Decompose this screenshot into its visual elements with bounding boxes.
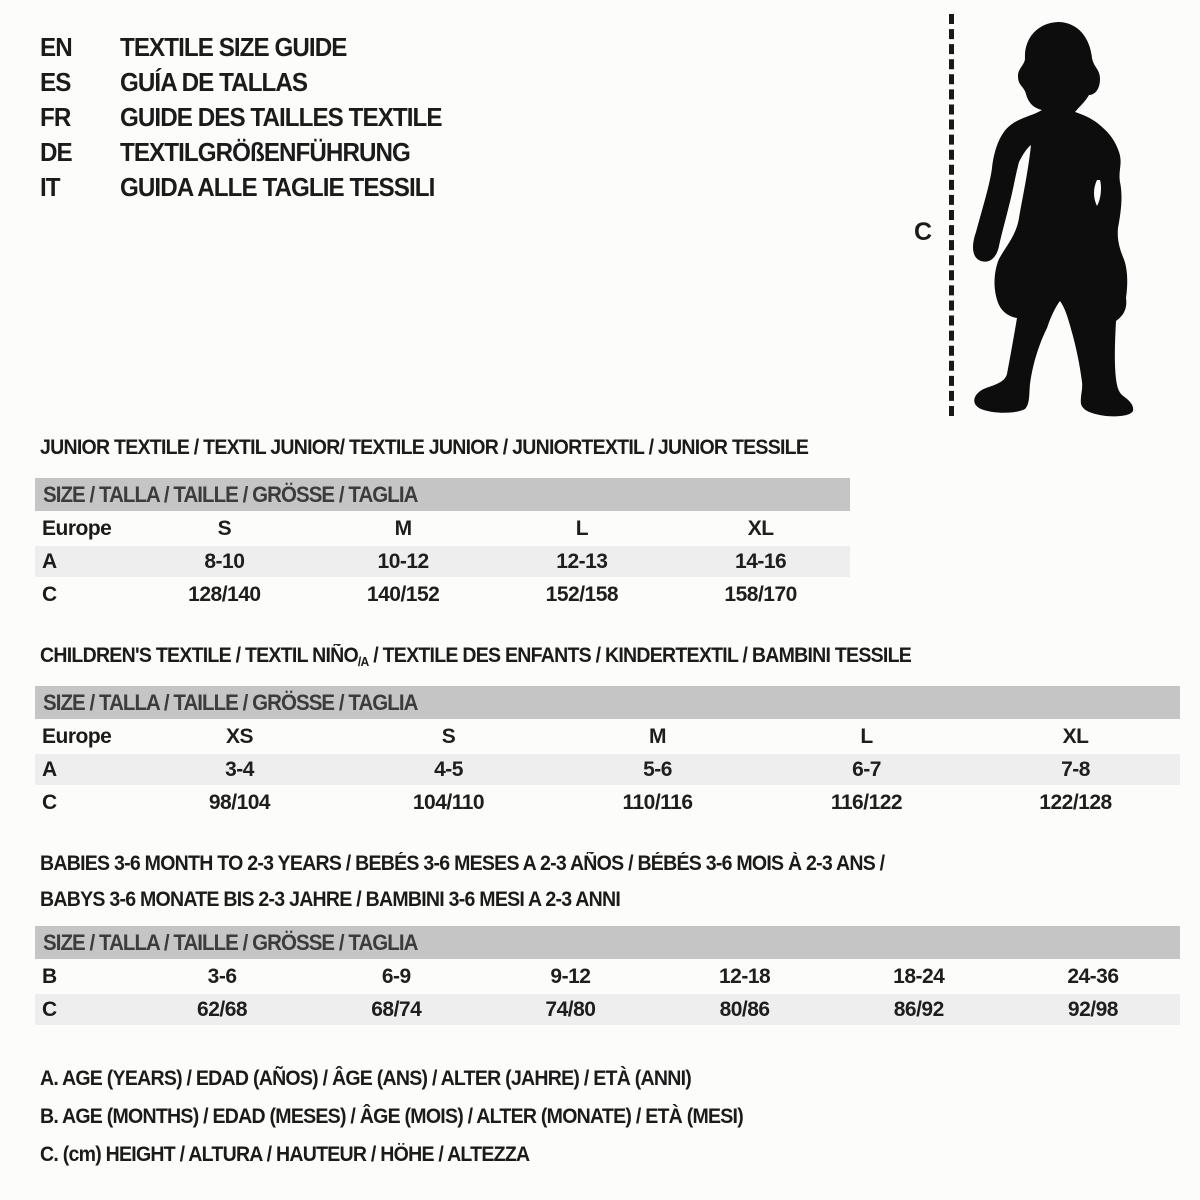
size-cell: 5-6 <box>643 758 672 781</box>
size-cell: 8-10 <box>204 550 245 573</box>
size-cell: 12-13 <box>556 550 608 573</box>
row-label: C <box>42 583 57 606</box>
size-cell: 62/68 <box>197 998 248 1021</box>
size-cell: M <box>649 725 666 748</box>
size-cell: 9-12 <box>550 965 591 988</box>
language-code: IT <box>40 172 60 202</box>
legend-line: B. AGE (MONTHS) / EDAD (MESES) / ÂGE (MOIS) / ALTER (MONATE) / ETÀ (MESI) <box>40 1105 743 1128</box>
section-heading-line: JUNIOR TEXTILE / TEXTIL JUNIOR/ TEXTILE JUNIOR / JUNIORTEXTIL / JUNIOR TESSILE <box>40 436 809 459</box>
row-label: Europe <box>42 725 112 748</box>
language-title: GUÍA DE TALLAS <box>120 67 308 97</box>
row-label: C <box>42 998 57 1021</box>
size-table <box>35 686 1180 818</box>
language-title: GUIDA ALLE TAGLIE TESSILI <box>120 172 435 202</box>
size-cell: 74/80 <box>545 998 596 1021</box>
table-row-c <box>35 992 1180 1025</box>
table-row-c <box>35 577 850 610</box>
section-heading <box>40 638 977 674</box>
row-label: C <box>42 791 57 814</box>
size-cell: 140/152 <box>366 583 440 606</box>
size-cell: XS <box>225 725 253 748</box>
size-cell: 152/158 <box>545 583 619 606</box>
language-code: DE <box>40 137 72 167</box>
size-cell: S <box>441 725 456 748</box>
size-cell: 6-7 <box>852 758 881 781</box>
table-header-label: SIZE / TALLA / TAILLE / GRÖSSE / TAGLIA <box>43 690 418 715</box>
size-cell: 18-24 <box>893 965 945 988</box>
section-heading <box>40 846 948 918</box>
row-label: Europe <box>42 517 112 540</box>
table-header-band <box>35 478 850 511</box>
size-cell: 4-5 <box>434 758 463 781</box>
size-cell: 116/122 <box>830 791 903 814</box>
language-title: TEXTILGRÖßENFÜHRUNG <box>120 137 410 167</box>
language-row <box>40 170 466 205</box>
table-header-band <box>35 926 1180 959</box>
size-cell: 6-9 <box>381 965 411 988</box>
size-cell: XL <box>747 517 774 540</box>
size-cell: L <box>860 725 873 748</box>
height-measure-dashed-line <box>949 14 954 416</box>
size-cell: 122/128 <box>1039 791 1112 814</box>
language-row <box>40 100 466 135</box>
size-table <box>35 478 850 610</box>
row-label: A <box>42 550 57 573</box>
toddler-silhouette-image <box>968 18 1138 418</box>
size-cell: M <box>394 517 412 540</box>
size-cell: 128/140 <box>188 583 261 606</box>
table-row-europe <box>35 719 1180 752</box>
size-table <box>35 926 1180 1025</box>
section-heading-line: BABIES 3-6 MONTH TO 2-3 YEARS / BEBÉS 3-6 MESES A 2-3 AÑOS / BÉBÉS 3-6 MOIS À 2-3 ANS / <box>40 852 885 875</box>
size-cell: 3-6 <box>207 965 237 988</box>
size-cell: 110/116 <box>622 791 693 814</box>
size-cell: 98/104 <box>208 791 271 814</box>
legend-line: C. (cm) HEIGHT / ALTURA / HAUTEUR / HÖHE / ALTEZZA <box>40 1143 530 1166</box>
table-row-b <box>35 959 1180 992</box>
row-label: B <box>42 965 57 988</box>
language-title: TEXTILE SIZE GUIDE <box>120 32 347 62</box>
size-cell: 68/74 <box>371 998 422 1021</box>
size-cell: 7-8 <box>1061 758 1090 781</box>
section-heading <box>40 430 866 466</box>
section-heading-line: CHILDREN'S TEXTILE / TEXTIL NIÑO/A / TEXTILE DES ENFANTS / KINDERTEXTIL / BAMBINI TESSILE <box>40 644 912 669</box>
size-cell: 10-12 <box>377 550 429 573</box>
language-code: EN <box>40 32 72 62</box>
size-cell: 12-18 <box>718 965 771 988</box>
size-cell: 158/170 <box>724 583 797 606</box>
size-cell: 24-36 <box>1067 965 1119 988</box>
language-row <box>40 135 466 170</box>
size-cell: S <box>217 517 232 540</box>
legend-line: A. AGE (YEARS) / EDAD (AÑOS) / ÂGE (ANS) / ALTER (JAHRE) / ETÀ (ANNI) <box>40 1067 692 1090</box>
size-cell: XL <box>1062 725 1089 748</box>
language-code: FR <box>40 102 71 132</box>
language-code: ES <box>40 67 71 97</box>
size-cell: 80/86 <box>719 998 770 1021</box>
row-label: A <box>42 758 57 781</box>
legend <box>40 1060 796 1174</box>
section-heading-line: BABYS 3-6 MONATE BIS 2-3 JAHRE / BAMBINI 3-6 MESI A 2-3 ANNI <box>40 888 621 911</box>
table-row-a <box>35 544 850 577</box>
language-row <box>40 30 466 65</box>
size-cell: 3-4 <box>225 758 254 781</box>
size-cell: L <box>575 517 589 540</box>
table-header-label: SIZE / TALLA / TAILLE / GRÖSSE / TAGLIA <box>43 482 418 507</box>
size-cell: 92/98 <box>1067 998 1118 1021</box>
language-title: GUIDE DES TAILLES TEXTILE <box>120 102 442 132</box>
size-cell: 104/110 <box>412 791 485 814</box>
table-header-band <box>35 686 1180 719</box>
size-cell: 14-16 <box>735 550 787 573</box>
language-row <box>40 65 466 100</box>
table-header-label: SIZE / TALLA / TAILLE / GRÖSSE / TAGLIA <box>43 930 418 955</box>
table-row-europe <box>35 511 850 544</box>
table-row-a <box>35 752 1180 785</box>
toddler-silhouette <box>973 22 1133 416</box>
size-cell: 86/92 <box>893 998 944 1021</box>
table-row-c <box>35 785 1180 818</box>
language-list <box>40 30 466 205</box>
height-measure-label: C <box>914 218 933 246</box>
